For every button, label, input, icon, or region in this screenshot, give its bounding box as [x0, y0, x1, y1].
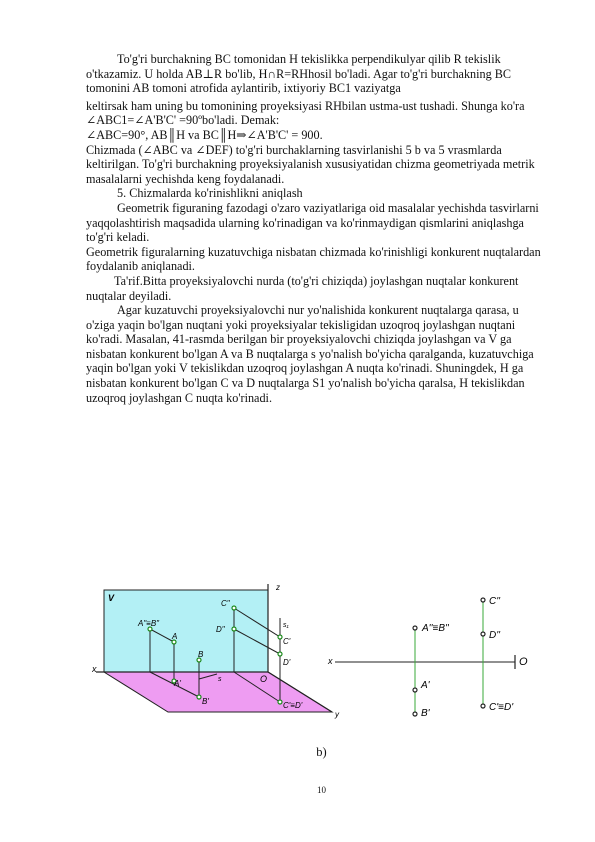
paragraph: keltirilgan. To'g'ri burchakning proyeksiyalanish xususiyatidan chizma geometriyada metrik masalalarni yechishda keng foydalanadi.	[86, 157, 535, 186]
paragraph: Geometrik figuraning fazodagi o'zaro vaziyatlariga oid masalalar yechishda tasvirlarni yaqqolashtirish maqsadida ularning ko'rinadigan va ko'rinmaydigan qismlarini aniqlashga to'g'ri keladi.	[86, 200, 539, 245]
label-a1: A'	[421, 680, 430, 691]
figure-right-epure	[325, 590, 555, 730]
point-b1	[413, 712, 417, 716]
point-c1	[278, 635, 282, 639]
v-plane	[104, 590, 268, 672]
point-c2	[232, 606, 236, 610]
label-o: O	[519, 656, 528, 668]
point-ab2	[413, 626, 417, 630]
label-x: x	[92, 664, 97, 674]
label-c2: C"	[221, 599, 230, 608]
point-d2	[481, 632, 485, 636]
point-cd1	[481, 704, 485, 708]
label-s1: s₁	[283, 622, 289, 629]
point-d2	[232, 627, 236, 631]
label-d2: D''	[489, 630, 501, 641]
label-d2: D"	[216, 625, 225, 634]
label-o: O	[260, 674, 268, 684]
label-b1: B'	[202, 697, 209, 706]
point-b1	[197, 695, 201, 699]
point-a1	[413, 688, 417, 692]
label-s: s	[218, 676, 222, 683]
label-ab2: A''≡B''	[422, 623, 449, 634]
point-cd1	[278, 700, 282, 704]
paragraph: keltirsak ham uning bu tomonining proyeksiyasi RHbilan ustma-ust tushadi. Shunga ko'ra ∠ABC1=∠A'B'C' =90ºbo'ladi. Demak:	[86, 98, 525, 128]
point-d1	[278, 652, 282, 656]
section-heading: 5. Chizmalarda ko'rinishlikni aniqlash	[117, 186, 303, 201]
label-z: z	[276, 583, 280, 592]
definition-paragraph: Ta'rif.Bitta proyeksiyalovchi nurda (to'g'ri chiziqda) joylashgan nuqtalar konkurent nuqtalar deyiladi.	[86, 273, 519, 303]
label-x: x	[328, 656, 333, 666]
label-c2: C''	[489, 596, 501, 607]
label-d1: D'	[283, 658, 291, 667]
point-c2	[481, 598, 485, 602]
label-cd1: C'≡D'	[283, 701, 303, 710]
label-a: A	[172, 632, 178, 641]
label-v: V	[108, 593, 115, 603]
paragraph: Chizmada (∠ABC va ∠DEF) to'g'ri burchaklarning tasvirlanishi 5 b va 5 vrasmlarda	[86, 142, 502, 157]
label-y: y	[335, 710, 339, 719]
paragraph: ∠ABC=90°, AB║H va BC║H⇒∠A'B'C' = 900.	[86, 127, 323, 142]
label-cd1: C'≡D'	[489, 702, 514, 713]
page-number: 10	[317, 785, 326, 795]
label-b: B	[198, 650, 204, 659]
body-text	[86, 52, 548, 405]
label-c1: C'	[283, 637, 291, 646]
label-a1: A'	[174, 679, 181, 688]
paragraph: To'g'ri burchakning BC tomonidan H tekislikka perpendikulyar qilib R tekislik o'tkazamiz. U holda AB⊥R bo'lib, H∩R=RHhosil bo'ladi. Agar to'g'ri burchakning BC tomonini AB tomoni atrofida aylantirib, ixtiyoriy BC1 vaziyatga	[86, 52, 512, 96]
paragraph: Agar kuzatuvchi proyeksiyalovchi nur yo'nalishida konkurent nuqtalarga qarasa, u o'ziga yaqin bo'lgan nuqtani yoki proyeksiyalar tekisligidan uzoqroq joylashgan nuqtani ko'radi. Masalan, 41-rasmda berilgan bir proyeksiyalovchi chiziqda joylashgan va V ga nisbatan konkurent bo'lgan A va B nuqtalarga s yo'nalish bo'yicha qaralganda, kuzatuvchiga yaqin bo'lgan yoki V tekislikdan uzoqroq joylashgan A nuqta ko'rinadi. Shuningdek, H ga nisbatan konkurent bo'lgan C va D nuqtalarga S1 yo'nalish bo'yicha qaralsa, H tekislikdan uzoqroq joylashgan C nuqta ko'rinadi.	[86, 303, 534, 405]
label-ab2: A"≡B"	[138, 619, 160, 628]
paragraph: Geometrik figuralarning kuzatuvchiga nisbatan chizmada ko'rinishligi konkurent nuqtalardan foydalanib aniqlanadi.	[86, 244, 541, 274]
label-b1: B'	[421, 708, 430, 719]
figure-left-3d-projection	[92, 582, 352, 722]
figure-caption: b)	[316, 745, 327, 759]
